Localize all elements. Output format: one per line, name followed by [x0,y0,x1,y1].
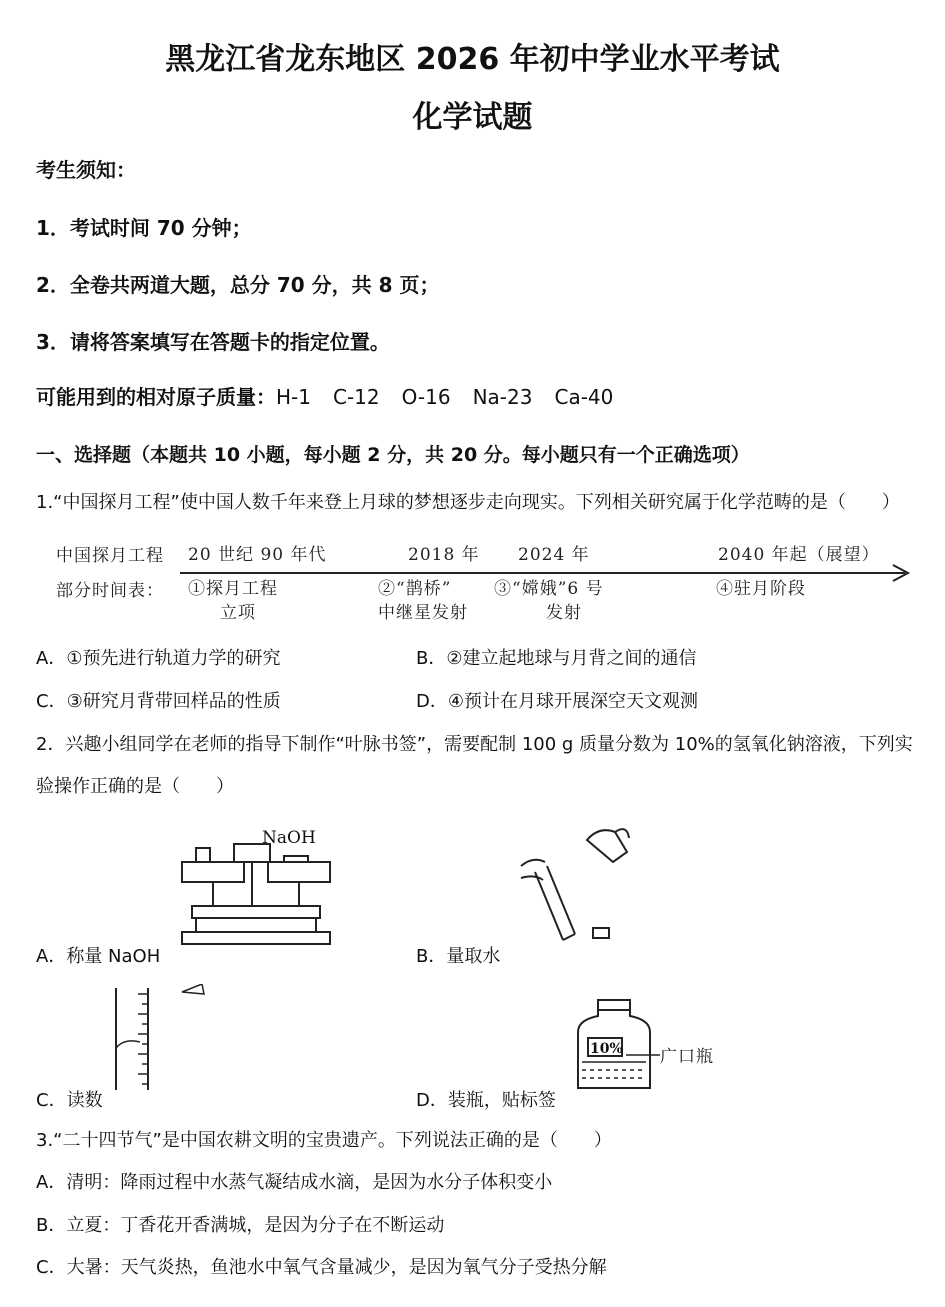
q1-option-c: C．③研究月背带回样品的性质 [36,691,281,712]
naoh-label: NaOH [262,828,316,848]
timeline-event: 发射 [546,603,582,623]
timeline-label: 部分时间表： [56,581,164,601]
timeline-event: ③“嫦娥”6 号 [494,579,604,599]
q1-option-a: A．①预先进行轨道力学的研究 [36,648,281,669]
timeline-time: 2024 年 [518,545,590,565]
q1-option-b: B．②建立起地球与月背之间的通信 [416,648,697,669]
timeline-event: ①探月工程 [188,579,278,599]
q2-option-d: D．装瓶，贴标签 [416,1090,556,1111]
atomic-mass-c: C-12 [332,385,380,409]
notice-item: 3．请将答案填写在答题卡的指定位置。 [36,330,390,354]
bottle-name-label: 广口瓶 [660,1047,714,1067]
atomic-masses-label: 可能用到的相对原子质量： [36,385,276,409]
timeline-time: 2040 年起（展望） [718,545,880,565]
atomic-mass-o: O-16 [401,385,451,409]
q1-option-d: D．④预计在月球开展深空天文观测 [416,691,698,712]
timeline-label: 中国探月工程 [56,546,164,566]
q2-option-c: C．读数 [36,1090,103,1111]
exam-title: 黑龙江省龙东地区 2026 年初中学业水平考试 [165,42,780,77]
q2-stem: 验操作正确的是（ ） [36,776,234,797]
timeline-event: ②“鹊桥” [378,579,452,599]
graduated-cylinder-pouring-illustration [515,822,645,950]
section-heading: 一、选择题（本题共 10 小题，每小题 2 分，共 20 分。每小题只有一个正确选项） [36,444,750,466]
timeline-time: 2018 年 [408,545,480,565]
bottle-pointer-line [626,1050,662,1060]
timeline-event: 立项 [220,603,256,623]
atomic-mass-na: Na-23 [472,385,533,409]
exam-subtitle: 化学试题 [412,100,533,135]
timeline-time: 20 世纪 90 年代 [188,545,327,565]
q1-stem: 1.“中国探月工程”使中国人数千年来登上月球的梦想逐步走向现实。下列相关研究属于化学范畴的是（ ） [36,492,900,513]
timeline-event: 中继星发射 [378,603,468,623]
atomic-mass-h: H-1 [276,385,311,409]
q2-stem: 2．兴趣小组同学在老师的指导下制作“叶脉书签”，需要配制 100 g 质量分数为 10%的氢氧化钠溶液，下列实 [36,734,913,755]
cylinder-reading-illustration [110,984,220,1094]
q3-option-b: B．立夏：丁香花开香满城，是因为分子在不断运动 [36,1215,445,1236]
q3-option-a: A．清明：降雨过程中水蒸气凝结成水滴，是因为水分子体积变小 [36,1172,553,1193]
q2-option-b: B．量取水 [416,946,501,967]
q3-option-c: C．大暑：天气炎热，鱼池水中氧气含量减少，是因为氧气分子受热分解 [36,1257,607,1278]
q3-stem: 3.“二十四节气”是中国农耕文明的宝贵遗产。下列说法正确的是（ ） [36,1130,612,1151]
q2-option-a: A．称量 NaOH [36,946,161,967]
notice-heading: 考生须知： [36,158,136,182]
bottle-label: 10% [590,1041,623,1057]
timeline-event: ④驻月阶段 [716,579,806,599]
atomic-masses-line [36,381,613,410]
notice-item: 2．全卷共两道大题，总分 70 分，共 8 页； [36,273,440,297]
notice-item: 1．考试时间 70 分钟； [36,216,252,240]
atomic-mass-ca: Ca-40 [554,385,614,409]
